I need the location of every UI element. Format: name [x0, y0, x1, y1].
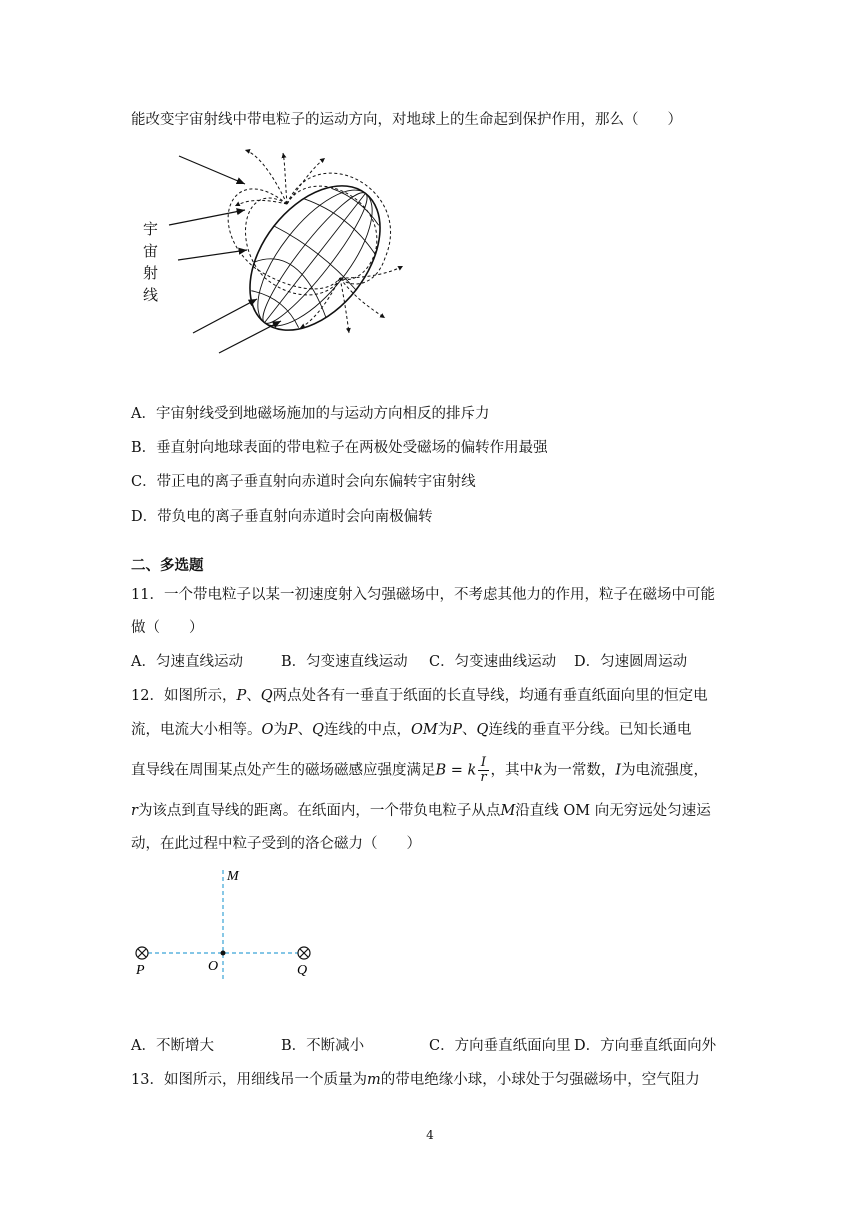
formula-fraction: $\frac{I}{r}$: [480, 755, 487, 785]
label-p: P: [136, 963, 145, 978]
earth-magnetic-field-figure: [135, 148, 415, 368]
q11-stem-line2: 做（ ）: [131, 620, 204, 636]
wire-diagram: [128, 866, 348, 986]
cosmic-ray-arrow-2: [169, 210, 245, 225]
q12-option-a: A．不断增大: [131, 1038, 214, 1054]
q11-option-b: B．匀变速直线运动: [281, 654, 408, 670]
q12-stem-line5: 动，在此过程中粒子受到的洛仑磁力（ ）: [131, 836, 421, 852]
cosmic-ray-arrow-4: [193, 299, 257, 333]
point-o: [221, 951, 226, 956]
formula-left: B = k: [435, 762, 477, 779]
q10-stem-tail: 能改变宇宙射线中带电粒子的运动方向，对地球上的生命起到保护作用，那么（ ）: [131, 112, 682, 128]
wire-q-into-page-icon: [298, 947, 310, 959]
cosmic-ray-arrow-1: [179, 156, 245, 184]
label-m: M: [227, 869, 239, 884]
magnetic-field-lines: [228, 150, 403, 333]
q13-stem-line1: 13．如图所示，用细线吊一个质量为m的带电绝缘小球，小球处于匀强磁场中，空气阻力: [131, 1072, 700, 1088]
q11-option-d: D．匀速圆周运动: [574, 654, 688, 670]
label-q: Q: [297, 963, 308, 978]
q12-stem-line1: 12．如图所示，P、Q两点处各有一垂直于纸面的长直导线，均通有垂直纸面向里的恒定电: [131, 688, 708, 704]
cosmic-ray-label: 宇 宙 射 线: [143, 220, 159, 304]
section-title: 二、多选题: [131, 557, 204, 574]
wire-p-into-page-icon: [136, 947, 148, 959]
q11-option-a: A．匀速直线运动: [131, 654, 243, 670]
label-o: O: [208, 959, 219, 974]
earth-globe: [224, 161, 407, 354]
q12-stem-line4: r为该点到直导线的距离。在纸面内，一个带负电粒子从点M沿直线 OM 向无穷远处匀速运: [131, 803, 711, 819]
cosmic-ray-arrow-3: [178, 250, 247, 260]
q11-options: [131, 652, 687, 672]
q10-option-b: B．垂直射向地球表面的带电粒子在两极处受磁场的偏转作用最强: [131, 440, 548, 456]
q12-option-d: D．方向垂直纸面向外: [574, 1038, 717, 1054]
q10-option-d: D．带负电的离子垂直射向赤道时会向南极偏转: [131, 509, 433, 525]
q12-stem-line2: 流，电流大小相等。O为P、Q连线的中点，OM为P、Q连线的垂直平分线。已知长通电: [131, 722, 692, 738]
q12-option-c: C．方向垂直纸面向里: [429, 1038, 571, 1054]
q10-option-a: A．宇宙射线受到地磁场施加的与运动方向相反的排斥力: [131, 406, 490, 422]
q12-stem-line3: 直导线在周围某点处产生的磁场磁感应强度满足B = k $\frac{I}{r}$ ，其中k为一常数，I为电流强度，: [131, 755, 709, 785]
page-number: 4: [426, 1128, 434, 1142]
q10-option-c: C．带正电的离子垂直射向赤道时会向东偏转宇宙射线: [131, 474, 476, 490]
q12-options: [131, 1036, 716, 1056]
q11-stem-line1: 11．一个带电粒子以某一初速度射入匀强磁场中，不考虑其他力的作用，粒子在磁场中可能: [131, 587, 715, 603]
q11-option-c: C．匀变速曲线运动: [429, 654, 557, 670]
q12-option-b: B．不断减小: [281, 1038, 365, 1054]
